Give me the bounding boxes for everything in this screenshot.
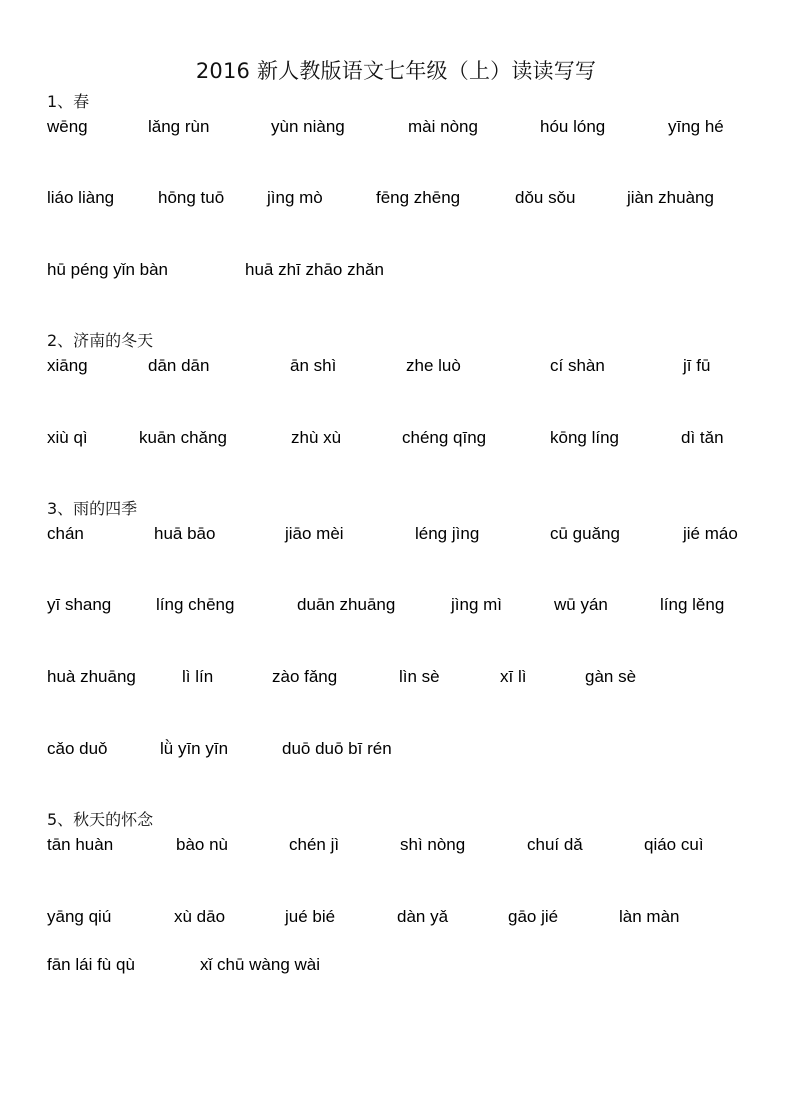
pinyin-word: wēng: [47, 117, 88, 136]
pinyin-word: dān dān: [148, 356, 210, 375]
pinyin-word: zhù xù: [291, 428, 342, 447]
pinyin-word: yīng hé: [668, 117, 724, 136]
pinyin-word: qiáo cuì: [644, 835, 704, 854]
pinyin-word: huā zhī zhāo zhǎn: [245, 260, 384, 279]
section-heading-chun: 1、春: [47, 92, 90, 111]
pinyin-word: fēng zhēng: [376, 188, 461, 207]
pinyin-word: lǜ yīn yīn: [160, 739, 229, 758]
pinyin-word: shì nòng: [400, 835, 466, 854]
pinyin-word: zhe luò: [406, 356, 461, 375]
pinyin-word: jìng mò: [267, 188, 323, 207]
pinyin-word: kuān chǎng: [139, 428, 227, 447]
pinyin-word: dàn yǎ: [397, 907, 449, 926]
pinyin-word: huà zhuāng: [47, 667, 136, 686]
pinyin-word: xiāng: [47, 356, 88, 375]
pinyin-word: yùn niàng: [271, 117, 345, 136]
pinyin-word: chuí dǎ: [527, 835, 583, 854]
pinyin-word: chéng qīng: [402, 428, 487, 447]
pinyin-word: bào nù: [176, 835, 228, 854]
pinyin-word: jié máo: [683, 524, 738, 543]
section-heading-rain-seasons: 3、雨的四季: [47, 499, 138, 518]
pinyin-word: lì lín: [182, 667, 214, 686]
pinyin-word: jìng mì: [451, 595, 503, 614]
pinyin-word: léng jìng: [415, 524, 480, 543]
pinyin-word: líng chēng: [156, 595, 235, 614]
pinyin-word: xù dāo: [174, 907, 226, 926]
pinyin-word: xǐ chū wàng wài: [200, 955, 321, 974]
pinyin-word: xiù qì: [47, 428, 88, 447]
pinyin-word: jiàn zhuàng: [627, 188, 714, 207]
pinyin-word: gàn sè: [585, 667, 637, 686]
pinyin-word: hū péng yǐn bàn: [47, 260, 168, 279]
pinyin-word: dì tǎn: [681, 428, 724, 447]
pinyin-word: dǒu sǒu: [515, 188, 576, 207]
pinyin-word: wū yán: [554, 595, 608, 614]
pinyin-word: jī fū: [683, 356, 711, 375]
pinyin-word: líng lěng: [660, 595, 725, 614]
pinyin-word: yāng qiú: [47, 907, 112, 926]
pinyin-word: huā bāo: [154, 524, 216, 543]
page-title: 2016 新人教版语文七年级（上）读读写写: [195, 59, 597, 83]
pinyin-word: fān lái fù qù: [47, 955, 135, 974]
pinyin-word: jiāo mèi: [285, 524, 344, 543]
pinyin-word: xī lì: [500, 667, 527, 686]
pinyin-word: zào fǎng: [272, 667, 338, 686]
pinyin-word: lìn sè: [399, 667, 440, 686]
pinyin-word: liáo liàng: [47, 188, 115, 207]
pinyin-word: duān zhuāng: [297, 595, 396, 614]
pinyin-word: lǎng rùn: [148, 117, 210, 136]
pinyin-word: cí shàn: [550, 356, 605, 375]
pinyin-word: làn màn: [619, 907, 680, 926]
pinyin-word: yī shang: [47, 595, 112, 614]
pinyin-word: hóu lóng: [540, 117, 606, 136]
pinyin-word: mài nòng: [408, 117, 478, 136]
pinyin-word: kōng líng: [550, 428, 619, 447]
pinyin-word: tān huàn: [47, 835, 114, 854]
pinyin-word: chán: [47, 524, 84, 543]
pinyin-word: hōng tuō: [158, 188, 225, 207]
section-heading-autumn-memory: 5、秋天的怀念: [47, 810, 154, 829]
pinyin-word: gāo jié: [508, 907, 559, 926]
pinyin-word: jué bié: [285, 907, 336, 926]
section-heading-jinan-winter: 2、济南的冬天: [47, 331, 154, 350]
pinyin-word: ān shì: [290, 356, 337, 375]
pinyin-word: duō duō bī rén: [282, 739, 392, 758]
pinyin-word: chén jì: [289, 835, 340, 854]
pinyin-word: cū guǎng: [550, 524, 620, 543]
pinyin-word: cǎo duǒ: [47, 739, 108, 758]
